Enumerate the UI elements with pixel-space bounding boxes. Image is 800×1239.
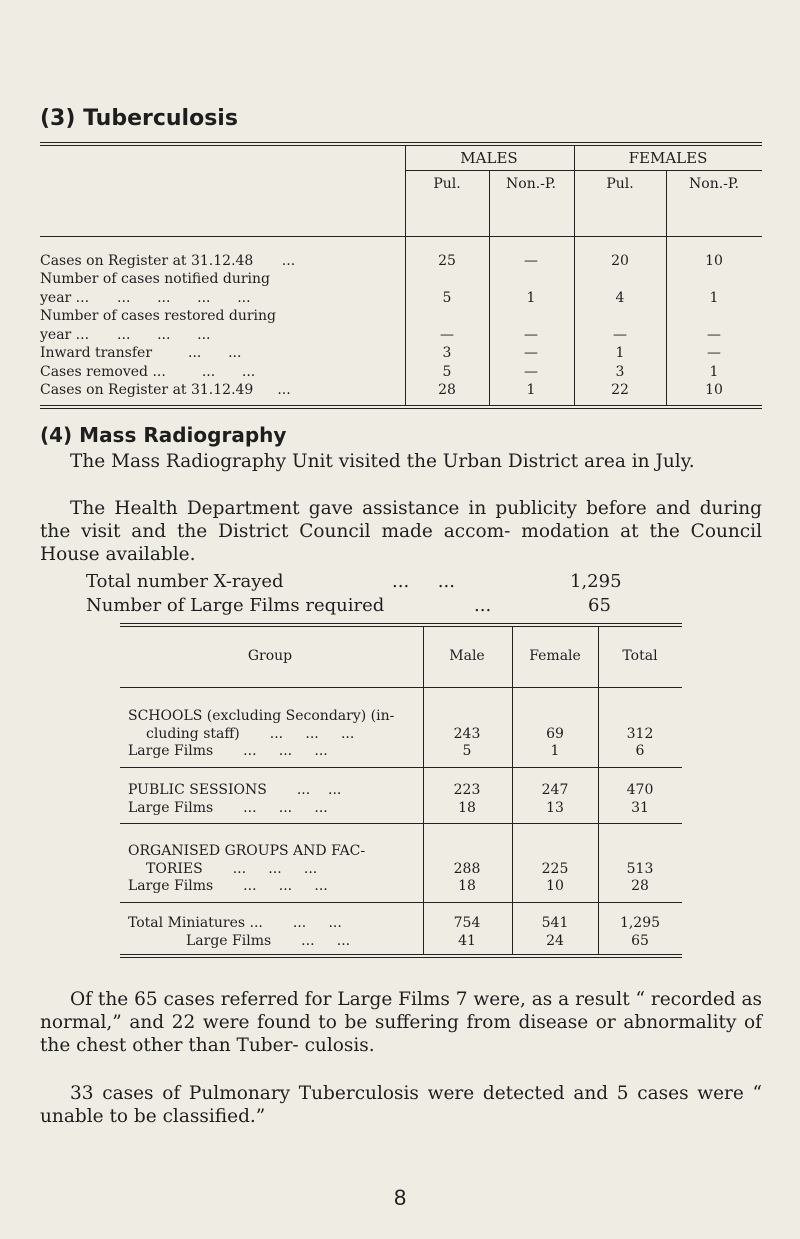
cell: 5: [442, 364, 452, 380]
col-divider: [598, 626, 599, 954]
cell: —: [524, 345, 538, 361]
cell-total: 1,295: [619, 915, 661, 931]
col-header-female: Female: [529, 648, 581, 664]
cell-total: 470: [626, 782, 654, 798]
col-divider: [489, 170, 490, 405]
cell: —: [440, 327, 454, 343]
col-divider: [574, 145, 575, 405]
col-divider: [423, 626, 424, 954]
cell-male: 223: [453, 782, 481, 798]
cell: 3: [442, 345, 452, 361]
cell-female: 225: [541, 861, 569, 877]
sub-label: Large Films ... ... ...: [128, 743, 328, 759]
cell: 25: [438, 253, 456, 269]
cell-total: 6: [635, 743, 645, 759]
header-non-p: Non.-P.: [506, 176, 556, 192]
cell: —: [524, 364, 538, 380]
row-label: Number of cases notified during: [40, 271, 270, 287]
paragraph: The Mass Radiography Unit visited the Urban District area in July.: [70, 451, 695, 472]
cell: —: [524, 253, 538, 269]
cell: 1: [526, 290, 536, 306]
table-header-rule: [40, 236, 762, 237]
paragraph: The Health Department gave assistance in publicity before and during the visit and the District Council made accom- modation at the Council House available.: [40, 498, 762, 565]
cell-female: 69: [546, 726, 564, 742]
row-label: Number of cases restored during: [40, 308, 277, 324]
cell-female: 13: [546, 800, 564, 816]
group-label: Total Miniatures ... ... ...: [128, 915, 342, 931]
cell-female: 541: [541, 915, 569, 931]
header-males: MALES: [460, 149, 518, 167]
cell: —: [707, 345, 721, 361]
col-divider: [512, 626, 513, 954]
large-films-value: 65: [588, 595, 611, 616]
page-number: 8: [394, 1185, 407, 1210]
cell-total: 513: [626, 861, 654, 877]
row-label: Cases removed ... ... ...: [40, 364, 256, 380]
group-label-cont: TORIES ... ... ...: [146, 861, 318, 877]
cell: —: [524, 327, 538, 343]
cell: 4: [615, 290, 625, 306]
sub-label: Large Films ... ... ...: [128, 878, 328, 894]
sub-label: Large Films ... ...: [186, 933, 351, 949]
cell: 5: [442, 290, 452, 306]
cell-total: 28: [631, 878, 649, 894]
group-label: ORGANISED GROUPS AND FAC-: [128, 843, 366, 859]
total-xrayed-label: Total number X-rayed: [86, 571, 284, 592]
cell-female: 24: [546, 933, 564, 949]
cell: 22: [611, 382, 629, 398]
cell-female: 247: [541, 782, 569, 798]
section-heading-mass-radiography: (4) Mass Radiography: [40, 423, 287, 447]
cell: 10: [705, 382, 723, 398]
paragraph: 33 cases of Pulmonary Tuberculosis were detected and 5 cases were “ unable to be classified.”: [40, 1083, 762, 1127]
total-xrayed-value: 1,295: [570, 571, 622, 592]
group-label: PUBLIC SESSIONS ... ...: [128, 782, 342, 798]
sub-label: Large Films ... ... ...: [128, 800, 328, 816]
section-heading-tuberculosis: (3) Tuberculosis: [40, 106, 238, 131]
col-header-total: Total: [622, 648, 658, 664]
group-label-cont: cluding staff) ... ... ...: [146, 726, 355, 742]
row-label: Cases on Register at 31.12.49 ...: [40, 382, 291, 398]
cell: 1: [709, 290, 719, 306]
cell-female: 10: [546, 878, 564, 894]
table-top-rule: [40, 142, 762, 146]
cell-male: 18: [458, 800, 476, 816]
cell: —: [613, 327, 627, 343]
leader-dots: ... ...: [392, 571, 455, 592]
paragraph: Of the 65 cases referred for Large Films 7 were, as a result “ recorded as normal,” and 22 were found to be suffering from disease or abnormality of the chest other than Tuber- culosis.: [40, 989, 763, 1056]
cell-male: 754: [453, 915, 481, 931]
cell-male: 243: [453, 726, 481, 742]
col-divider: [405, 145, 406, 405]
cell-female: 1: [550, 743, 560, 759]
col-divider: [666, 170, 667, 405]
cell-total: 65: [631, 933, 649, 949]
cell: 28: [438, 382, 456, 398]
leader-dots: ...: [474, 595, 492, 616]
header-females: FEMALES: [628, 149, 708, 167]
cell-male: 41: [458, 933, 476, 949]
table-bottom-rule: [120, 954, 682, 958]
cell: 1: [615, 345, 625, 361]
row-label-cont: year ... ... ... ... ...: [40, 290, 251, 306]
col-header-group: Group: [247, 648, 293, 664]
col-header-male: Male: [449, 648, 485, 664]
table-bottom-rule: [40, 405, 762, 409]
cell: 1: [526, 382, 536, 398]
cell-male: 18: [458, 878, 476, 894]
header-pul: Pul.: [433, 176, 461, 192]
cell: 20: [611, 253, 629, 269]
header-subrule: [405, 170, 762, 171]
header-pul: Pul.: [606, 176, 634, 192]
row-label: Inward transfer ... ...: [40, 345, 242, 361]
group-label: SCHOOLS (excluding Secondary) (in-: [128, 708, 395, 724]
large-films-label: Number of Large Films required: [86, 595, 385, 616]
cell-male: 5: [462, 743, 472, 759]
row-label-cont: year ... ... ... ...: [40, 327, 211, 343]
cell-male: 288: [453, 861, 481, 877]
cell: 3: [615, 364, 625, 380]
cell: 1: [709, 364, 719, 380]
cell: 10: [705, 253, 723, 269]
cell-total: 31: [631, 800, 649, 816]
cell-total: 312: [626, 726, 654, 742]
cell: —: [707, 327, 721, 343]
header-non-p: Non.-P.: [689, 176, 739, 192]
row-label: Cases on Register at 31.12.48 ...: [40, 253, 296, 269]
